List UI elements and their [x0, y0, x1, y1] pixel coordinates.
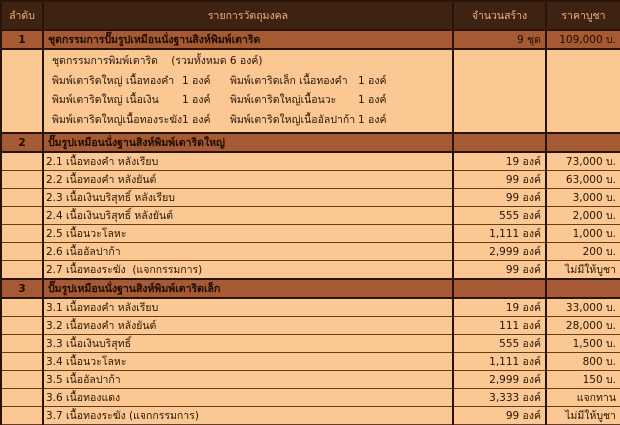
empty-cell [1, 225, 43, 243]
item-price: 1,500 บ. [546, 335, 620, 353]
item-qty: 1,111 องค์ [453, 225, 546, 243]
item-qty: 2,999 องค์ [453, 371, 546, 389]
item-qty: 99 องค์ [453, 261, 546, 280]
table-row [1, 207, 620, 225]
table-row [1, 225, 620, 243]
item-name: 2.1 เนื้อทองคำ หลังเรียบ [43, 152, 453, 171]
item-name: 3.2 เนื้อทองคำ หลังยันต์ [43, 317, 453, 335]
table-row [1, 298, 620, 317]
item-name: 2.4 เนื้อเงินบริสุทธิ์ หลังยันต์ [43, 207, 453, 225]
item-price: 33,000 บ. [546, 298, 620, 317]
item-name: 2.3 เนื้อเงินบริสุทธิ์ หลังเรียบ [43, 189, 453, 207]
empty-cell [1, 207, 43, 225]
empty-cell [1, 189, 43, 207]
table-row [1, 152, 620, 171]
item-qty: 99 องค์ [453, 407, 546, 425]
empty-cell [1, 407, 43, 425]
header-item: รายการวัตถุมงคล [43, 1, 453, 30]
item-name: 2.5 เนื้อนวะโลหะ [43, 225, 453, 243]
empty-cell [546, 279, 620, 298]
item-qty: 19 องค์ [453, 152, 546, 171]
item-name: 3.1 เนื้อทองคำ หลังเรียบ [43, 298, 453, 317]
item-price: 1,000 บ. [546, 225, 620, 243]
empty-cell [546, 133, 620, 152]
item-qty: 19 องค์ [453, 298, 546, 317]
empty-cell [453, 133, 546, 152]
item-price: ไม่มีให้บูชา [546, 261, 620, 280]
empty-cell [453, 279, 546, 298]
item-name: 3.7 เนื้อทองระฆัง (แจกกรรมการ) [43, 407, 453, 425]
item-name: 2.7 เนื้อทองระฆัง (แจกกรรมการ) [43, 261, 453, 280]
item-qty: 2,999 องค์ [453, 243, 546, 261]
item-qty: 1,111 องค์ [453, 353, 546, 371]
empty-cell [1, 389, 43, 407]
item-qty: 555 องค์ [453, 335, 546, 353]
item-price: 3,000 บ. [546, 189, 620, 207]
section-number: 1 [1, 30, 43, 49]
detail-title: ชุดกรรมการพิมพ์เตาริด (รวมทั้งหมด 6 องค์) [52, 55, 263, 67]
item-name: 2.2 เนื้อทองคำ หลังยันต์ [43, 171, 453, 189]
set-detail-row [1, 49, 620, 133]
header-price: ราคาบูชา [546, 1, 620, 30]
table-row [1, 317, 620, 335]
empty-cell [1, 261, 43, 280]
table-row [1, 371, 620, 389]
section-row [1, 133, 620, 152]
set-detail [43, 49, 453, 133]
table-row [1, 389, 620, 407]
detail-line: พิมพ์เตาริดใหญ่เนื้อทองระฆัง1 องค์ พิมพ์เตาริดใหญ่เนื้ออัลปาก้า 1 องค์ [52, 113, 387, 126]
section-price: 109,000 บ. [546, 30, 620, 49]
header-qty: จำนวนสร้าง [453, 1, 546, 30]
item-price: 63,000 บ. [546, 171, 620, 189]
section-row [1, 30, 620, 49]
table-row [1, 189, 620, 207]
detail-line: พิมพ์เตาริดใหญ่ เนื้อทองคำ 1 องค์ พิมพ์เตาริดเล็ก เนื้อทองคำ 1 องค์ [52, 74, 387, 87]
item-price: แจกทาน [546, 389, 620, 407]
section-row [1, 279, 620, 298]
item-qty: 555 องค์ [453, 207, 546, 225]
item-price: 800 บ. [546, 353, 620, 371]
empty-cell [1, 298, 43, 317]
item-name: 2.6 เนื้ออัลปาก้า [43, 243, 453, 261]
empty-cell [1, 49, 43, 133]
table-row [1, 407, 620, 425]
empty-cell [1, 152, 43, 171]
section-number: 2 [1, 133, 43, 152]
empty-cell [546, 49, 620, 133]
section-title: ปั๊มรูปเหมือนนั่งฐานสิงห์พิมพ์เตาริดเล็ก [43, 279, 453, 298]
section-number: 3 [1, 279, 43, 298]
item-qty: 99 องค์ [453, 189, 546, 207]
item-price: ไม่มีให้บูชา [546, 407, 620, 425]
item-qty: 3,333 องค์ [453, 389, 546, 407]
item-price: 28,000 บ. [546, 317, 620, 335]
item-name: 3.4 เนื้อนวะโลหะ [43, 353, 453, 371]
table-row [1, 171, 620, 189]
empty-cell [1, 317, 43, 335]
item-price: 73,000 บ. [546, 152, 620, 171]
item-price: 150 บ. [546, 371, 620, 389]
item-qty: 99 องค์ [453, 171, 546, 189]
empty-cell [1, 371, 43, 389]
item-price: 200 บ. [546, 243, 620, 261]
detail-line: พิมพ์เตาริดใหญ่ เนื้อเงิน 1 องค์ พิมพ์เตาริดใหญ่เนื้อนวะ 1 องค์ [52, 94, 387, 106]
empty-cell [1, 353, 43, 371]
section-title: ปั๊มรูปเหมือนนั่งฐานสิงห์พิมพ์เตาริดใหญ่ [43, 133, 453, 152]
item-qty: 111 องค์ [453, 317, 546, 335]
header-no: ลำดับ [1, 1, 43, 30]
header-row [1, 1, 620, 30]
item-name: 3.3 เนื้อเงินบริสุทธิ์ [43, 335, 453, 353]
table-row [1, 243, 620, 261]
empty-cell [453, 49, 546, 133]
item-name: 3.6 เนื้อทองแดง [43, 389, 453, 407]
empty-cell [1, 335, 43, 353]
empty-cell [1, 243, 43, 261]
table-row [1, 261, 620, 280]
table-row [1, 335, 620, 353]
section-title: ชุดกรรมการปั๊มรูปเหมือนนั่งฐานสิงห์พิมพ์เตาริด [43, 30, 453, 49]
table-row [1, 353, 620, 371]
empty-cell [1, 171, 43, 189]
item-name: 3.5 เนื้ออัลปาก้า [43, 371, 453, 389]
section-qty: 9 ชุด [453, 30, 546, 49]
item-price: 2,000 บ. [546, 207, 620, 225]
